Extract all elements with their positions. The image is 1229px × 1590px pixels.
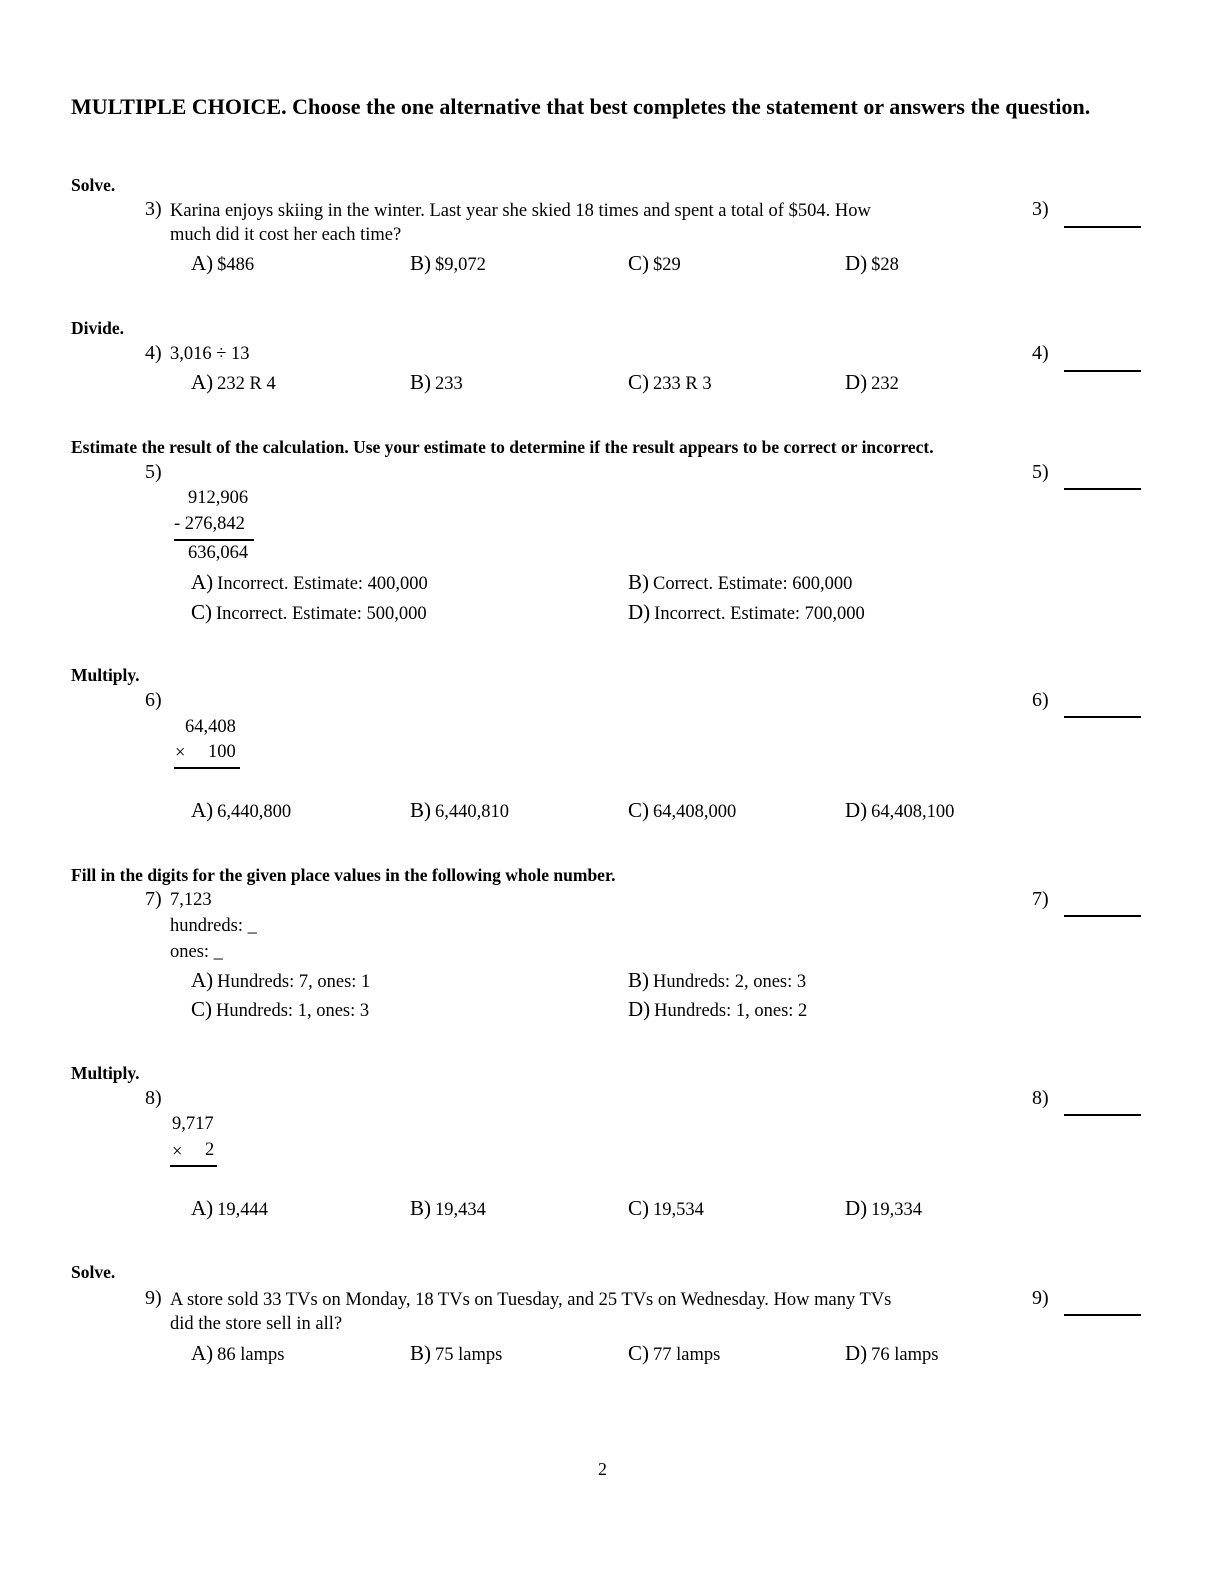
option-letter: D) [845, 370, 868, 394]
option-d[interactable] [845, 1196, 922, 1221]
option-letter: C) [628, 251, 649, 275]
product-rule [174, 767, 240, 769]
option-text: Incorrect. Estimate: 700,000 [654, 604, 865, 624]
question-text: A store sold 33 TVs on Monday, 18 TVs on Tuesday, and 25 TVs on Wednesday. How many TVs [170, 1290, 892, 1310]
option-text: 64,408,100 [871, 802, 955, 822]
question-text: hundreds: _ [170, 916, 257, 936]
option-d[interactable] [845, 370, 899, 395]
operand-top: 9,717 [172, 1114, 214, 1134]
option-d[interactable] [845, 798, 954, 823]
option-letter: D) [845, 251, 868, 275]
option-text: $28 [871, 255, 899, 275]
option-c[interactable] [191, 600, 427, 625]
answer-blank[interactable] [1064, 716, 1141, 718]
option-text: Incorrect. Estimate: 400,000 [217, 574, 428, 594]
question-text: 7,123 [170, 890, 212, 910]
option-b[interactable] [410, 1196, 486, 1221]
answer-blank[interactable] [1064, 488, 1141, 490]
option-letter: B) [628, 968, 649, 992]
option-b[interactable] [628, 968, 806, 993]
answer-label: 9) [1032, 1287, 1049, 1309]
question-number: 6) [145, 689, 162, 711]
option-a[interactable] [191, 968, 370, 993]
option-text: 6,440,810 [435, 802, 509, 822]
option-letter: C) [628, 370, 649, 394]
section-directions: Divide. [71, 318, 124, 338]
answer-label: 8) [1032, 1087, 1049, 1109]
option-letter: A) [191, 1341, 214, 1365]
option-text: Incorrect. Estimate: 500,000 [216, 604, 427, 624]
option-letter: A) [191, 968, 214, 992]
option-letter: B) [410, 251, 431, 275]
answer-blank[interactable] [1064, 1314, 1141, 1316]
option-b[interactable] [410, 1341, 502, 1366]
page-number: 2 [598, 1459, 607, 1479]
option-text: 19,534 [653, 1200, 704, 1220]
option-c[interactable] [628, 251, 681, 276]
option-text: $486 [217, 255, 255, 275]
option-letter: A) [191, 798, 214, 822]
answer-label: 6) [1032, 689, 1049, 711]
option-b[interactable] [628, 570, 852, 595]
option-text: Correct. Estimate: 600,000 [653, 574, 853, 594]
answer-label: 5) [1032, 461, 1049, 483]
option-letter: A) [191, 570, 214, 594]
option-text: $29 [653, 255, 681, 275]
option-c[interactable] [628, 798, 736, 823]
option-letter: C) [628, 1341, 649, 1365]
answer-blank[interactable] [1064, 370, 1141, 372]
operand-subtract: - 276,842 [174, 514, 245, 534]
answer-blank[interactable] [1064, 226, 1141, 228]
option-d[interactable] [845, 1341, 939, 1366]
option-c[interactable] [628, 1341, 720, 1366]
option-letter: A) [191, 370, 214, 394]
question-text: did the store sell in all? [170, 1314, 343, 1334]
question-text: ones: _ [170, 942, 223, 962]
option-text: Hundreds: 1, ones: 3 [216, 1001, 370, 1021]
option-d[interactable] [628, 997, 807, 1022]
option-text: 19,444 [217, 1200, 269, 1220]
section-directions: Multiply. [71, 665, 140, 685]
section-directions: Multiply. [71, 1063, 140, 1083]
option-letter: C) [191, 997, 212, 1021]
operation-result: 636,064 [188, 543, 249, 563]
option-a[interactable] [191, 370, 276, 395]
question-number: 4) [145, 342, 162, 364]
answer-label: 7) [1032, 888, 1049, 910]
option-b[interactable] [410, 251, 486, 276]
product-rule [170, 1165, 217, 1167]
option-text: 233 [435, 374, 463, 394]
option-letter: A) [191, 1196, 214, 1220]
answer-label: 4) [1032, 342, 1049, 364]
option-a[interactable] [191, 1196, 268, 1221]
sum-rule [174, 539, 254, 541]
question-number: 9) [145, 1287, 162, 1309]
question-number: 3) [145, 198, 162, 220]
option-text: Hundreds: 1, ones: 2 [654, 1001, 808, 1021]
answer-blank[interactable] [1064, 915, 1141, 917]
option-letter: B) [410, 1341, 431, 1365]
section-directions: Solve. [71, 1262, 116, 1282]
option-text: 75 lamps [435, 1345, 503, 1365]
question-number: 8) [145, 1087, 162, 1109]
option-a[interactable] [191, 570, 428, 595]
operand-multiplier: 2 [205, 1140, 215, 1160]
option-a[interactable] [191, 1341, 285, 1366]
option-letter: D) [628, 600, 651, 624]
option-letter: D) [845, 1341, 868, 1365]
section-directions: Estimate the result of the calculation. Use your estimate to determine if the result appears to be correct or incorrect. [71, 437, 934, 457]
option-c[interactable] [628, 370, 712, 395]
option-text: 232 R 4 [217, 374, 276, 394]
operand-multiplier: 100 [208, 742, 236, 762]
option-letter: D) [845, 798, 868, 822]
option-letter: C) [628, 1196, 649, 1220]
option-text: 232 [871, 374, 899, 394]
option-b[interactable] [410, 798, 509, 823]
option-letter: C) [628, 798, 649, 822]
instructions-header: MULTIPLE CHOICE. Choose the one alternative that best completes the statement or answers the question. [71, 94, 1091, 119]
option-text: 76 lamps [871, 1345, 939, 1365]
question-text: Karina enjoys skiing in the winter. Last year she skied 18 times and spent a total of $504. How [170, 201, 871, 221]
option-c[interactable] [628, 1196, 704, 1221]
option-letter: B) [410, 1196, 431, 1220]
option-text: 6,440,800 [217, 802, 292, 822]
option-letter: A) [191, 251, 214, 275]
option-text: 19,434 [435, 1200, 486, 1220]
option-b[interactable] [410, 370, 463, 395]
option-text: Hundreds: 7, ones: 1 [217, 972, 371, 992]
option-text: 86 lamps [217, 1345, 285, 1365]
section-directions: Solve. [71, 175, 116, 195]
option-a[interactable] [191, 251, 254, 276]
option-text: 77 lamps [653, 1345, 721, 1365]
option-text: 19,334 [871, 1200, 923, 1220]
answer-label: 3) [1032, 198, 1049, 220]
option-letter: C) [191, 600, 212, 624]
multiply-sign: × [175, 743, 186, 763]
question-number: 5) [145, 461, 162, 483]
option-letter: D) [845, 1196, 868, 1220]
option-letter: B) [410, 798, 431, 822]
option-letter: B) [410, 370, 431, 394]
option-text: Hundreds: 2, ones: 3 [653, 972, 807, 992]
operand-top: 64,408 [185, 717, 236, 737]
option-text: 233 R 3 [653, 374, 712, 394]
operand-top: 912,906 [188, 488, 249, 508]
section-directions: Fill in the digits for the given place values in the following whole number. [71, 865, 616, 885]
question-text: much did it cost her each time? [170, 225, 402, 245]
option-d[interactable] [628, 600, 865, 625]
answer-blank[interactable] [1064, 1114, 1141, 1116]
option-d[interactable] [845, 251, 899, 276]
option-text: 64,408,000 [653, 802, 737, 822]
option-c[interactable] [191, 997, 369, 1022]
question-text: 3,016 ÷ 13 [170, 344, 250, 364]
multiply-sign: × [172, 1142, 183, 1162]
option-text: $9,072 [435, 255, 486, 275]
option-letter: D) [628, 997, 651, 1021]
option-letter: B) [628, 570, 649, 594]
option-a[interactable] [191, 798, 291, 823]
question-number: 7) [145, 888, 162, 910]
